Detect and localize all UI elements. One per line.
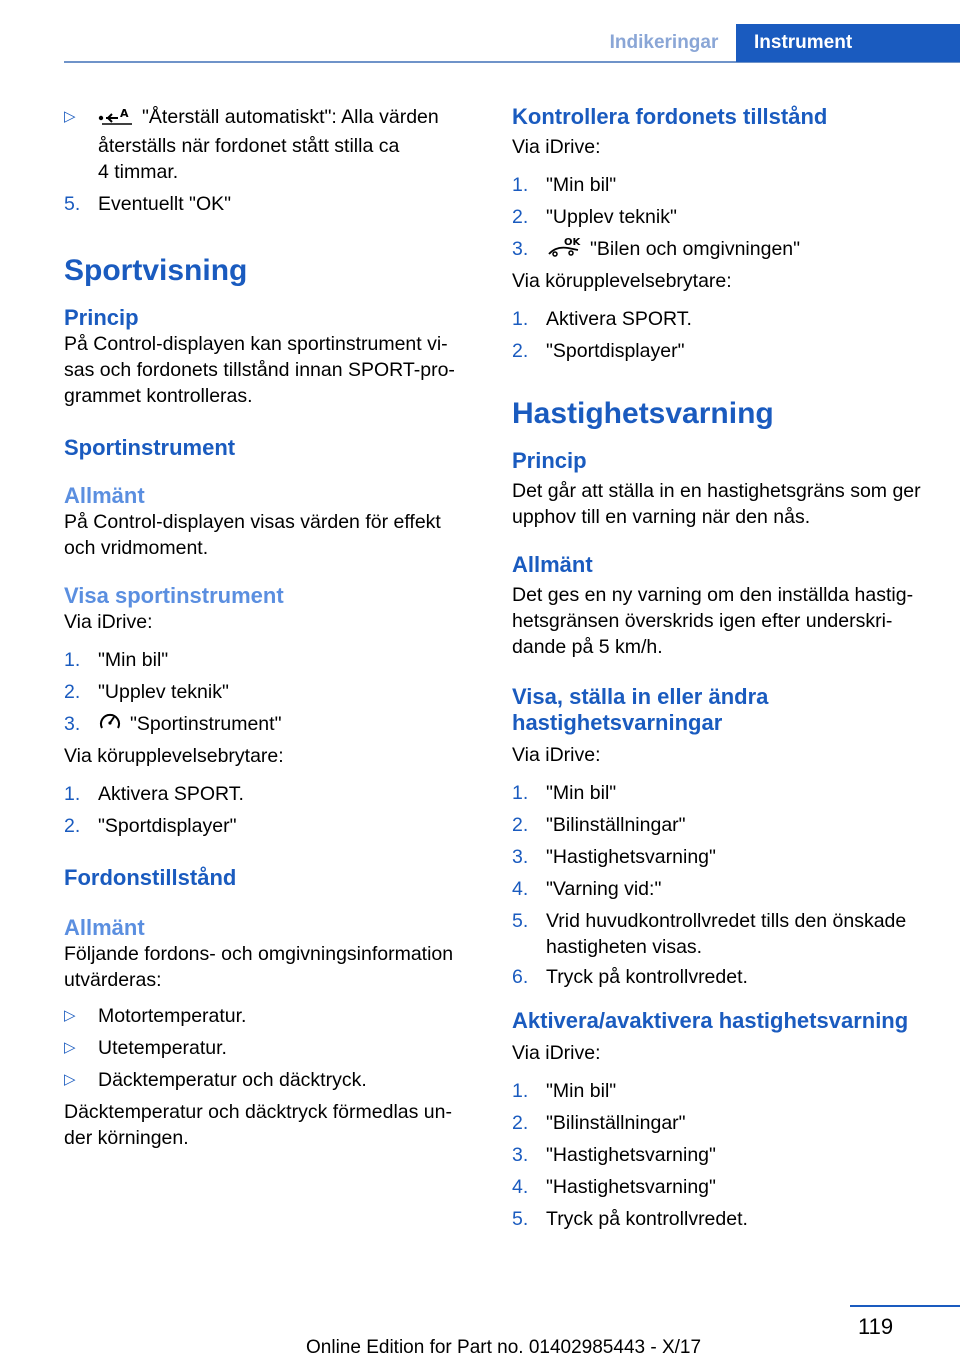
heading-fordonstillstand: Fordonstillstånd bbox=[64, 865, 237, 890]
bullet-item-reset bbox=[64, 104, 484, 185]
bullet-text: Motortemperatur. bbox=[98, 1005, 247, 1027]
list-item bbox=[512, 780, 932, 812]
allmant-line3: dande på 5 km/h. bbox=[512, 636, 663, 658]
sport-gauge-icon bbox=[98, 711, 122, 740]
step-text: "Min bil" bbox=[546, 1080, 617, 1102]
bullet-text: Däcktemperatur och däcktryck. bbox=[98, 1069, 367, 1091]
svg-text:OK: OK bbox=[564, 237, 581, 248]
step-number: 2. bbox=[512, 206, 529, 228]
step-text: "Bilen och omgivningen" bbox=[590, 238, 801, 260]
step-number: 2. bbox=[64, 681, 81, 703]
step-text: "Hastighetsvarning" bbox=[546, 846, 716, 868]
step-number: 3. bbox=[512, 238, 529, 260]
via-idrive-label: Via iDrive: bbox=[512, 1042, 601, 1064]
heading-allmant-2: Allmänt bbox=[64, 915, 145, 940]
list-item bbox=[512, 236, 932, 268]
list-item bbox=[512, 908, 932, 964]
list-item bbox=[64, 781, 484, 813]
step-text: "Bilinställningar" bbox=[546, 814, 686, 836]
list-item bbox=[64, 813, 484, 845]
step-number: 1. bbox=[512, 308, 529, 330]
triangle-bullet-icon: ▷ bbox=[64, 1039, 76, 1056]
step-text: "Min bil" bbox=[546, 782, 617, 804]
page-number: 119 bbox=[858, 1314, 894, 1339]
list-item bbox=[512, 1174, 932, 1206]
tab-indikeringar[interactable]: Indikeringar bbox=[609, 32, 719, 53]
footer-rule bbox=[850, 1305, 960, 1307]
step-number: 5. bbox=[512, 1208, 529, 1230]
heading-sportinstrument: Sportinstrument bbox=[64, 435, 236, 460]
allmant-line1: Det ges en ny varning om den inställda hastig- bbox=[512, 584, 914, 606]
step-text: Tryck på kontrollvredet. bbox=[546, 1208, 748, 1230]
step-number: 1. bbox=[64, 649, 81, 671]
via-switch-label: Via körupplevelsebrytare: bbox=[64, 745, 284, 767]
step-text: "Sportdisplayer" bbox=[546, 340, 685, 362]
step-text: Tryck på kontrollvredet. bbox=[546, 966, 748, 988]
step-number: 1. bbox=[512, 782, 529, 804]
princip-line1: På Control-displayen kan sportinstrument vi- bbox=[64, 333, 448, 355]
heading-princip: Princip bbox=[64, 305, 139, 330]
princip-line2: sas och fordonets tillstånd innan SPORT-pro- bbox=[64, 359, 455, 381]
step-number: 2. bbox=[512, 814, 529, 836]
list-item bbox=[64, 679, 484, 711]
step-text: "Hastighetsvarning" bbox=[546, 1144, 716, 1166]
step-item bbox=[64, 191, 484, 217]
allmant-line2: hetsgränsen överskrids igen efter underskri- bbox=[512, 610, 893, 632]
step-text: "Hastighetsvarning" bbox=[546, 1176, 716, 1198]
heading-hastighetsvarning: Hastighetsvarning bbox=[512, 397, 774, 430]
step-text: "Upplev teknik" bbox=[546, 206, 677, 228]
princip-line2: upphov till en varning när den nås. bbox=[512, 506, 811, 528]
triangle-bullet-icon: ▷ bbox=[64, 108, 76, 125]
allmant-line2: och vridmoment. bbox=[64, 537, 209, 559]
tire-line1: Däcktemperatur och däcktryck förmedlas un- bbox=[64, 1101, 452, 1123]
list-item bbox=[512, 204, 932, 236]
left-column bbox=[64, 104, 484, 1151]
list-item bbox=[64, 1035, 484, 1067]
step-number: 3. bbox=[512, 1144, 529, 1166]
step-number: 6. bbox=[512, 966, 529, 988]
via-switch-label: Via körupplevelsebrytare: bbox=[512, 270, 732, 292]
list-item bbox=[512, 876, 932, 908]
list-item bbox=[64, 647, 484, 679]
reset-text-line2: återställs när fordonet stått stilla ca bbox=[98, 135, 400, 157]
step-number: 4. bbox=[512, 878, 529, 900]
step-text: "Varning vid:" bbox=[546, 878, 662, 900]
step-text-cont: hastigheten visas. bbox=[546, 936, 703, 958]
list-item bbox=[512, 1110, 932, 1142]
step-number: 2. bbox=[512, 340, 529, 362]
list-item bbox=[512, 964, 932, 996]
list-item bbox=[512, 1142, 932, 1174]
step-number: 3. bbox=[64, 713, 81, 735]
heading-allmant: Allmänt bbox=[512, 552, 593, 577]
fordon-line2: utvärderas: bbox=[64, 969, 162, 991]
list-item bbox=[512, 844, 932, 876]
triangle-bullet-icon: ▷ bbox=[64, 1007, 76, 1024]
step-text: "Upplev teknik" bbox=[98, 681, 229, 703]
heading-aktivera: Aktivera/avaktivera hastighetsvarning bbox=[512, 1008, 909, 1033]
step-text: "Min bil" bbox=[98, 649, 169, 671]
step-number: 1. bbox=[512, 174, 529, 196]
list-item bbox=[64, 1067, 484, 1099]
step-number: 3. bbox=[512, 846, 529, 868]
step-text: Aktivera SPORT. bbox=[546, 308, 692, 330]
list-item bbox=[64, 711, 484, 743]
princip-line3: grammet kontrolleras. bbox=[64, 385, 253, 407]
via-idrive-label: Via iDrive: bbox=[512, 136, 601, 158]
svg-text:A: A bbox=[120, 107, 129, 120]
edition-footer: Online Edition for Part no. 01402985443 - X/17 bbox=[306, 1337, 702, 1358]
step-number: 1. bbox=[512, 1080, 529, 1102]
reset-text-line1: "Återställ automatiskt": Alla värden bbox=[142, 106, 439, 128]
heading-visa-sportinstrument: Visa sportinstrument bbox=[64, 583, 284, 608]
step-text: Vrid huvudkontrollvredet tills den önskade bbox=[546, 910, 907, 932]
via-idrive-label: Via iDrive: bbox=[64, 611, 153, 633]
step-text: "Sportinstrument" bbox=[130, 713, 282, 735]
heading-kontrollera: Kontrollera fordonets tillstånd bbox=[512, 104, 828, 129]
tire-line2: der körningen. bbox=[64, 1127, 189, 1149]
step-number: 2. bbox=[64, 815, 81, 837]
tab-instrument[interactable]: Instrument bbox=[736, 24, 960, 62]
bullet-text: Utetemperatur. bbox=[98, 1037, 227, 1059]
fordon-line1: Följande fordons- och omgivningsinformation bbox=[64, 943, 454, 965]
step-number: 1. bbox=[64, 783, 81, 805]
list-item bbox=[512, 1078, 932, 1110]
heading-princip: Princip bbox=[512, 448, 587, 473]
list-item bbox=[512, 338, 932, 370]
heading-visa-line1: Visa, ställa in eller ändra bbox=[512, 684, 769, 709]
list-item bbox=[512, 1206, 932, 1238]
heading-allmant: Allmänt bbox=[64, 483, 145, 508]
step-text: Eventuellt "OK" bbox=[98, 193, 232, 215]
step-text: "Sportdisplayer" bbox=[98, 815, 237, 837]
triangle-bullet-icon: ▷ bbox=[64, 1071, 76, 1088]
step-text: "Bilinställningar" bbox=[546, 1112, 686, 1134]
step-text: "Min bil" bbox=[546, 174, 617, 196]
step-text: Aktivera SPORT. bbox=[98, 783, 244, 805]
allmant-line1: På Control-displayen visas värden för effekt bbox=[64, 511, 441, 533]
step-number: 5. bbox=[64, 193, 81, 215]
step-number: 2. bbox=[512, 1112, 529, 1134]
reset-auto-icon bbox=[98, 106, 134, 133]
car-ok-icon bbox=[546, 236, 582, 265]
right-column bbox=[512, 104, 932, 1238]
list-item bbox=[512, 812, 932, 844]
heading-sportvisning: Sportvisning bbox=[64, 254, 248, 287]
princip-line1: Det går att ställa in en hastighetsgräns som ger bbox=[512, 480, 921, 502]
list-item bbox=[512, 172, 932, 204]
list-item bbox=[512, 306, 932, 338]
reset-text-line3: 4 timmar. bbox=[98, 161, 179, 183]
heading-visa-line2: hastighetsvarningar bbox=[512, 710, 723, 735]
step-number: 4. bbox=[512, 1176, 529, 1198]
list-item bbox=[64, 1003, 484, 1035]
step-number: 5. bbox=[512, 910, 529, 932]
via-idrive-label: Via iDrive: bbox=[512, 744, 601, 766]
